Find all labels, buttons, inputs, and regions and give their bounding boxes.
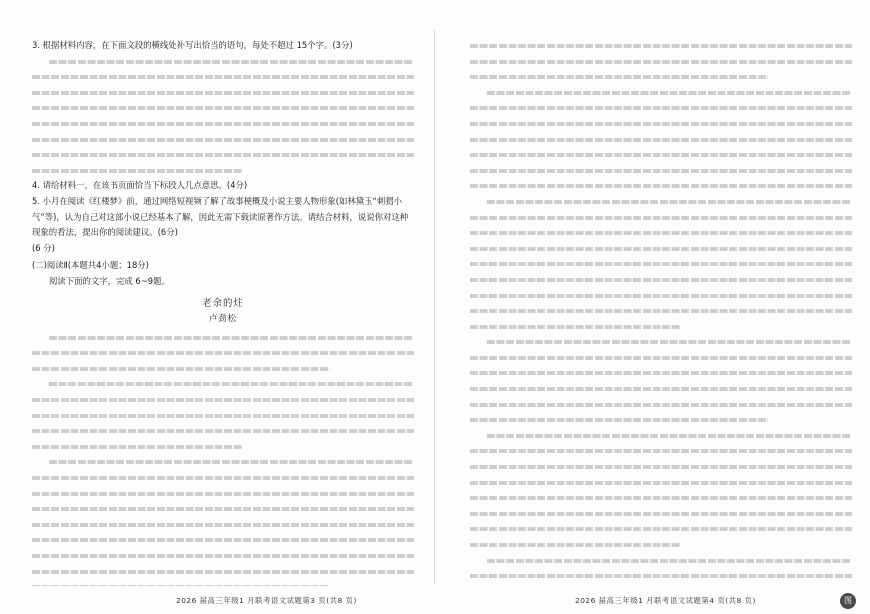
text-line <box>32 564 414 580</box>
text-line <box>32 486 414 502</box>
question-4-prompt: 4. 请给材料一，在该书页面恰当下标段人几点意思。(4分) <box>32 180 248 191</box>
column-divider <box>434 30 435 584</box>
story-author: 卢劲松 <box>208 313 238 324</box>
story-title: 老余的炷 <box>202 297 244 309</box>
text-line <box>32 517 414 533</box>
text-line <box>470 69 852 85</box>
text-line <box>470 428 852 444</box>
text-line <box>32 501 414 517</box>
text-line <box>470 241 852 257</box>
text-line <box>32 147 414 163</box>
text-line <box>470 475 852 491</box>
text-line <box>32 361 414 377</box>
text-line <box>32 100 414 116</box>
section-header: (二)阅读Ⅱ(本题共4小题；18分) <box>32 260 149 271</box>
text-line <box>470 521 852 537</box>
text-line <box>32 532 414 548</box>
text-line <box>470 412 852 428</box>
text-line <box>470 490 852 506</box>
text-line <box>32 454 414 470</box>
question-5-score: (6 分) <box>32 242 55 253</box>
section-instruction: 阅读下面的文字，完成 6~9题。 <box>49 275 170 286</box>
text-line <box>470 256 852 272</box>
text-line <box>32 392 414 408</box>
text-line <box>470 210 852 226</box>
text-line <box>470 443 852 459</box>
text-line <box>32 69 414 85</box>
question-5-prompt: 5. 小月在阅读《红楼梦》前，通过网络短视频了解了故事梗概及小说主要人物形象(如林黛玉“刺猬小气”等)，认为自己对这部小说已经基本了解，因此无需下载读原著作方法。请结合材料，说说你对这种现象的看法，提出你的阅读建议。(6分) <box>32 195 409 238</box>
question-3-passage <box>32 54 414 179</box>
text-line <box>32 345 414 361</box>
text-line <box>470 163 852 179</box>
text-line <box>32 163 414 179</box>
text-line <box>470 537 852 553</box>
text-line <box>32 376 414 392</box>
text-line <box>32 408 414 424</box>
page-footer-right: 2026 届高三年级1 月联考语文试题第4 页(共8 页) <box>575 596 756 605</box>
text-line <box>470 132 852 148</box>
text-line <box>32 116 414 132</box>
text-line <box>470 116 852 132</box>
left-column <box>32 38 414 586</box>
text-line <box>470 303 852 319</box>
text-line <box>32 54 414 70</box>
text-line <box>32 330 414 346</box>
text-line <box>470 288 852 304</box>
text-line <box>470 178 852 194</box>
text-line <box>470 553 852 569</box>
text-line <box>32 548 414 564</box>
text-line <box>470 54 852 70</box>
text-line <box>32 470 414 486</box>
text-line <box>470 85 852 101</box>
text-line <box>470 147 852 163</box>
text-line <box>470 350 852 366</box>
text-line <box>470 365 852 381</box>
text-line <box>470 584 852 586</box>
text-line <box>470 459 852 475</box>
text-line <box>470 568 852 584</box>
text-line <box>32 439 414 455</box>
text-line <box>470 381 852 397</box>
text-line <box>470 334 852 350</box>
question-3-prompt: 3. 根据材料内容，在下面文段的横线处补写出恰当的语句，每处不超过 15个字。(3分) <box>32 40 353 50</box>
right-column <box>470 38 852 586</box>
story-passage-left <box>32 330 414 586</box>
text-line <box>32 423 414 439</box>
story-passage-right <box>470 38 852 586</box>
text-line <box>470 319 852 335</box>
text-line <box>470 225 852 241</box>
text-line <box>32 579 414 586</box>
text-line <box>32 132 414 148</box>
text-line <box>470 506 852 522</box>
text-line <box>470 38 852 54</box>
corner-mark: 图 <box>840 593 856 609</box>
text-line <box>470 194 852 210</box>
text-line <box>470 397 852 413</box>
page-footer-left: 2026 届高三年级1 月联考语文试题第3 页(共8 页) <box>176 596 357 605</box>
text-line <box>470 100 852 116</box>
text-line <box>32 85 414 101</box>
text-line <box>470 272 852 288</box>
